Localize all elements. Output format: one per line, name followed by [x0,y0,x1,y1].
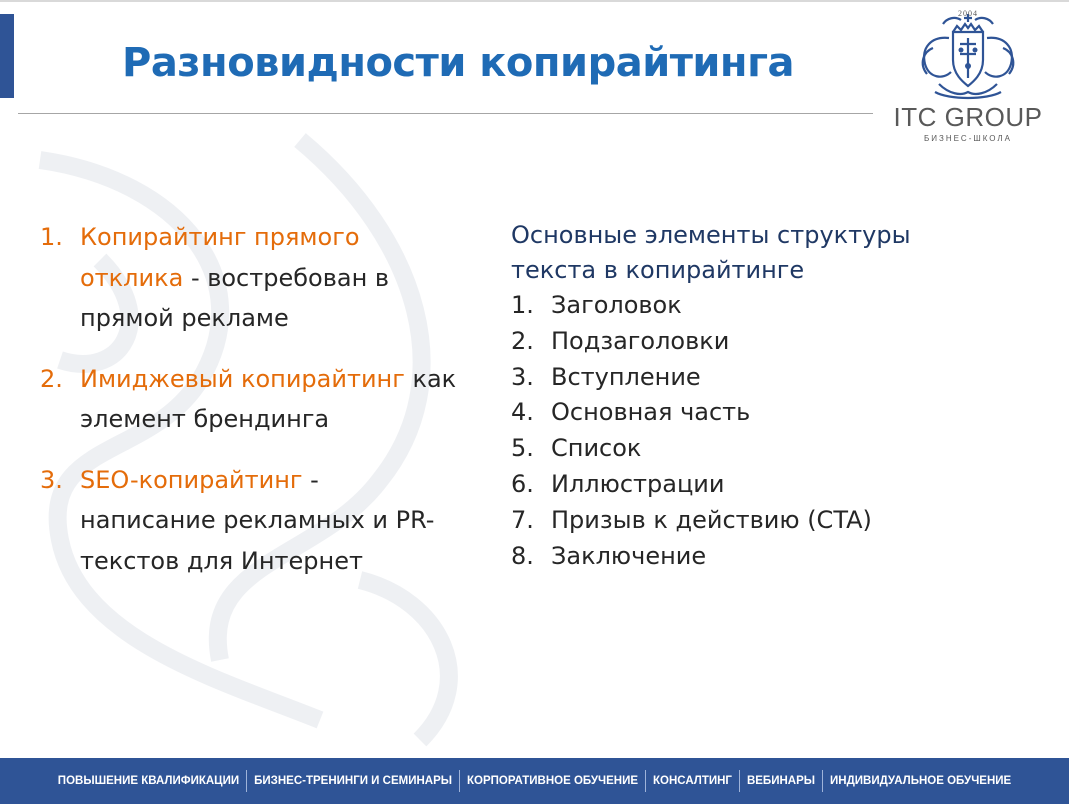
footer-link-webinars[interactable]: ВЕБИНАРЫ [746,775,815,787]
list-item-number: 8. [511,541,534,570]
list-item-label: Заключение [551,541,707,570]
list-item [511,431,971,467]
list-item-highlight: SEO-копирайтинг [80,465,303,494]
slide-title: Разновидности копирайтинга [122,40,794,86]
title-accent-bar [0,14,14,98]
list-item-label: Основная часть [551,398,751,427]
structure-elements-section [511,218,971,574]
list-item-number: 3. [511,362,534,391]
list-item-label: Призыв к действию (CTA) [551,505,872,534]
title-divider [18,113,873,114]
list-item-number: 3. [40,465,63,494]
logo-name: ITC GROUP [893,102,1043,132]
crest-icon [913,8,1023,102]
list-item-highlight: Копирайтинг прямого отклика [80,223,360,292]
list-item-label: Подзаголовки [551,326,730,355]
list-item-text: как элемент брендинга [80,364,457,433]
list-item [40,217,460,339]
list-item [511,288,971,324]
list-item [511,539,971,575]
logo-subtitle: БИЗНЕС-ШКОЛА [923,134,1012,143]
list-item-number: 1. [40,223,63,251]
footer-bar [0,758,1069,804]
itc-group-logo [893,8,1043,148]
list-item-number: 7. [511,505,534,534]
footer-link-individual[interactable]: ИНДИВИДУАЛЬНОЕ ОБУЧЕНИЕ [830,775,1012,787]
structure-elements-list [511,288,971,574]
list-item [511,503,971,539]
footer-link-consulting[interactable]: КОНСАЛТИНГ [653,775,732,787]
list-item [40,460,460,582]
list-item-number: 2. [511,326,534,355]
list-item-number: 2. [40,364,63,393]
list-item-label: Список [551,434,642,463]
list-item [511,467,971,503]
list-item-number: 5. [511,434,534,463]
list-item [511,360,971,396]
list-item-number: 6. [511,469,534,498]
list-item-label: Заголовок [551,291,682,319]
structure-heading: Основные элементы структуры текста в копирайтинге [511,221,911,284]
list-item-text: - востребован в прямой рекламе [80,263,390,332]
list-item-highlight: Имиджевый копирайтинг [80,364,405,393]
logo-year: 2004 [958,9,978,18]
list-item-text: - написание рекламных и PR-текстов для Интернет [80,465,435,575]
list-item-number: 4. [511,398,534,427]
footer-link-qualification[interactable]: ПОВЫШЕНИЕ КВАЛИФИКАЦИИ [57,775,240,787]
list-item-label: Иллюстрации [551,469,725,498]
list-item-label: Вступление [551,362,701,391]
list-item [511,324,971,360]
footer-link-corporate[interactable]: КОРПОРАТИВНОЕ ОБУЧЕНИЕ [467,775,639,787]
list-item-number: 1. [511,291,534,319]
footer-link-trainings[interactable]: БИЗНЕС-ТРЕНИНГИ И СЕМИНАРЫ [254,775,452,787]
top-divider [0,0,1069,2]
list-item [40,359,460,440]
copywriting-types-list [40,217,460,601]
list-item [511,395,971,431]
